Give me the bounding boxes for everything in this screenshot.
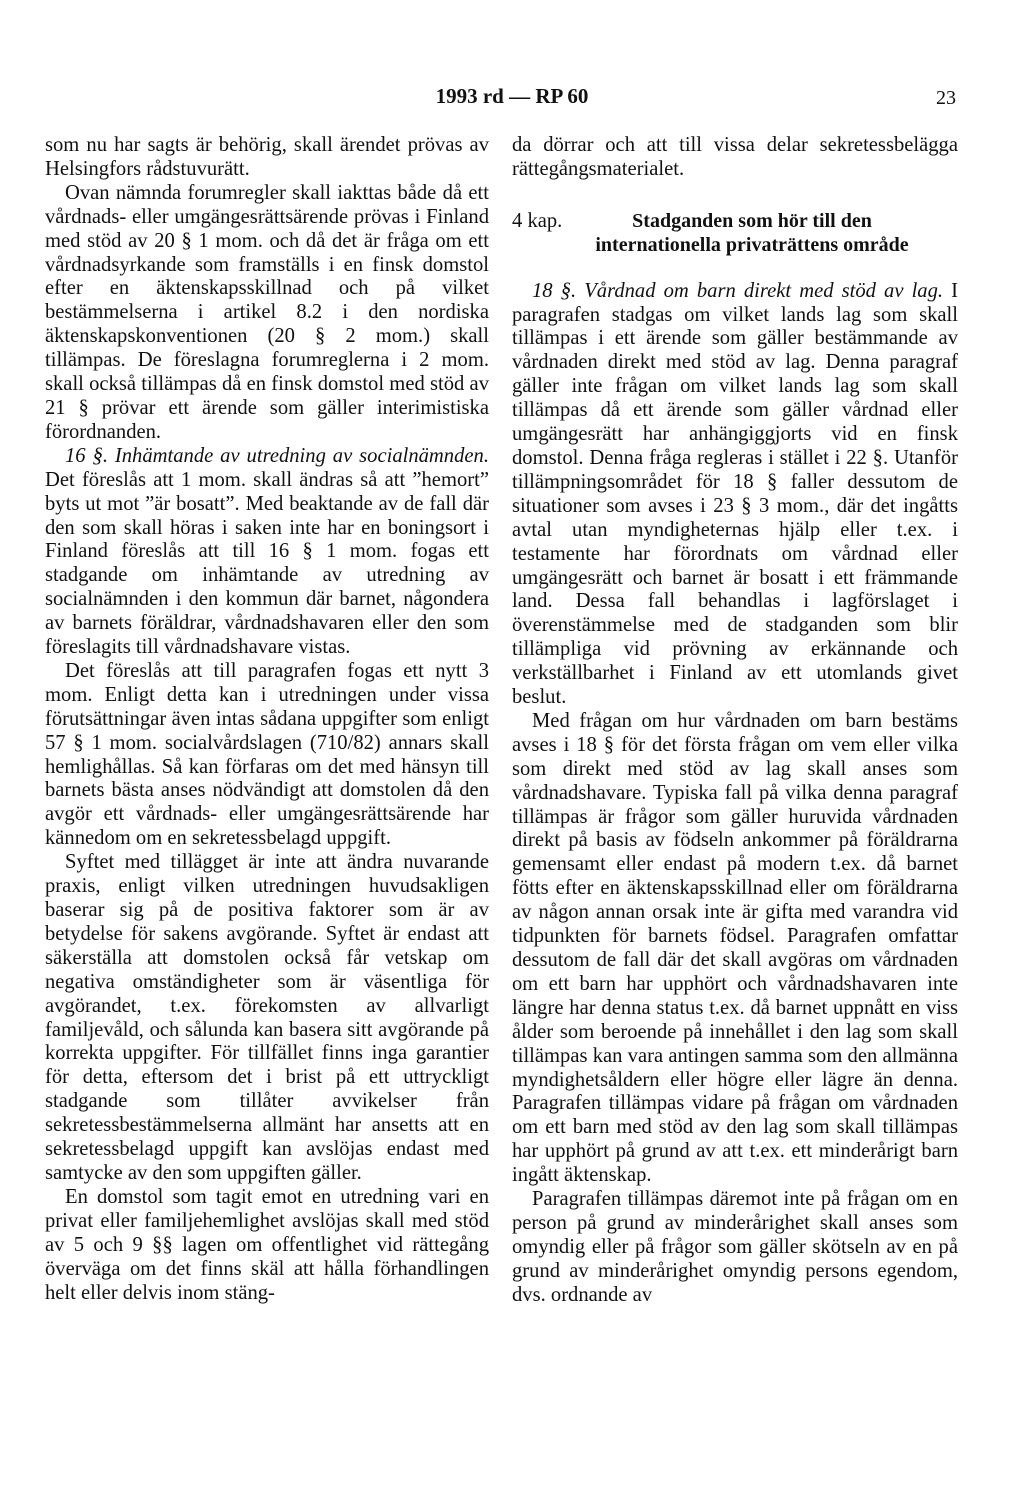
chapter-heading (512, 210, 958, 258)
paragraph: En domstol som tagit emot en utredning vari en privat eller familjehemlighet avslöjas skall med stöd av 5 och 9 §§ lagen om offentlighet vid rättegång överväga om det finns skäl att hålla förhandlingen helt eller delvis inom stäng- (45, 1185, 489, 1304)
section-18-text: I paragrafen stadgas om vilket lands lag som skall tillämpas i ett ärende som gäller bestämmande av vårdnaden direkt med stöd av lag. Denna paragraf gäller inte frågan om vilket lands lag som skall tillämpas då ett ärende som gäller vårdnad eller umgängesrätt har anhängiggjorts vid en finsk domstol. Denna fråga regleras i stället i 22 §. Utanför tillämpningsområdet för 18 § faller dessutom de situationer som avses i 23 § 3 mom., där det ingåtts avtal utan myndigheternas hjälp eller t.ex. i testamente har förordnats om vårdnad eller umgängesrätt och barnet är bosatt i ett främmande land. Dessa fall behandlas i lagförslaget i överenstämmelse med de stadganden som blir tillämpliga vid prövning av erkännande och verkställbarhet i Finland av ett utomlands givet beslut. (512, 279, 958, 709)
page-header (0, 84, 1024, 118)
section-18-paragraph (512, 280, 958, 710)
paragraph: Syftet med tillägget är inte att ändra nuvarande praxis, enligt vilken utredningen huvudsakligen baserar sig på de positiva faktorer som är av betydelse för sakens avgörande. Syftet är endast att säkerställa att domstolen också får vetskap om negativa omständigheter som är väsentliga för avgörandet, t.ex. förekomsten av allvarligt familjevåld, och sålunda kan basera sitt avgörande på korrekta uppgifter. För tillfället finns inga garantier för detta, eftersom det i brist på ett uttryckligt stadgande som tillåter avvikelser från sekretessbestämmelserna allmänt har ansetts att en sekretessbelagd uppgift kan avslöjas endast med samtycke av den som uppgiften gäller. (45, 851, 489, 1184)
paragraph: Med frågan om hur vårdnaden om barn bestäms avses i 18 § för det första frågan om vem eller vilka som direkt med stöd av lag skall anses som vårdnadshavare. Typiska fall på vilka denna paragraf tillämpas är frågor som gäller huruvida vårdnaden direkt på basis av födseln ankommer på föräldrarna gemensamt eller endast på modern t.ex. då barnet fötts efter en äktenskapsskillnad eller om föräldrarna av någon annan orsak inte är gifta med varandra vid tidpunkten för barnets födsel. Paragrafen omfattar dessutom de fall där det skall avgöras om vårdnaden om ett barn har upphört och vårdnadshavaren inte längre har denna status t.ex. då barnet uppnått en viss ålder som beroende på innehållet i den lag som skall tillämpas kan vara antingen samma som den allmänna myndighetsåldern eller högre eller lägre än denna. Paragrafen tillämpas vidare på frågan om vårdnaden om ett barn med stöd av den lag som skall tillämpas har upphört på grund av att t.ex. ett minderårigt barn ingått äktenskap. (512, 709, 958, 1187)
section-16-heading: 16 §. Inhämtande av utredning av socialnämnden. (65, 444, 489, 467)
paragraph: Det föreslås att till paragrafen fogas ett nytt 3 mom. Enligt detta kan i utredningen under vissa förutsättningar även intas sådana uppgifter som enligt 57 § 1 mom. socialvårdslagen (710/82) annars skall hemlighållas. Så kan förfaras om det med hänsyn till barnets bästa anses nödvändigt att domstolen då den avgör ett vårdnads- eller umgängesrättsärende har kännedom om en sekretessbelagd uppgift. (45, 659, 489, 850)
chapter-title: Stadganden som hör till den internationella privaträttens område (595, 209, 909, 256)
section-16-text: Det föreslås att 1 mom. skall ändras så att ”hemort” byts ut mot ”är bosatt”. Med beaktande av de fall där den som skall höras i saken inte har en boningsort i Finland föreslås att till 16 § 1 mom. fogas ett stadgande om inhämtande av utredning av socialnämnden i den kommun där barnet, någondera av barnets föräldrar, vårdnadshavaren eller den som föreslagits till vårdnadshavare vistas. (45, 468, 489, 659)
right-column (512, 134, 958, 1308)
spacer (512, 258, 958, 280)
page-number: 23 (936, 87, 956, 109)
chapter-number: 4 kap. (512, 209, 563, 232)
running-title: 1993 rd — RP 60 (435, 84, 589, 108)
paragraph: Ovan nämnda forumregler skall iakttas både då ett vårdnads- eller umgängesrättsärende prövas i Finland med stöd av 20 § 1 mom. och då det är fråga om ett vårdnadsyrkande som framställs i en finsk domstol efter en äktenskapsskillnad och på vilket bestämmelserna i artikel 8.2 i den nordiska äktenskapskonventionen (20 § 2 mom.) skall tillämpas. De föreslagna forumreglerna i 2 mom. skall också tillämpas då en finsk domstol med stöd av 21 § prövar ett ärende som gäller interimistiska förordnanden. (45, 181, 489, 443)
section-16-paragraph (45, 445, 489, 660)
paragraph: som nu har sagts är behörig, skall ärendet prövas av Helsingfors rådstuvurätt. (45, 134, 489, 180)
paragraph: Paragrafen tillämpas däremot inte på frågan om en person på grund av minderårighet skall anses som omyndig eller på frågor som gäller skötseln av en på grund av minderårighet omyndig persons egendom, dvs. ordnande av (512, 1188, 958, 1306)
section-18-heading: 18 §. Vårdnad om barn direkt med stöd av lag. (532, 279, 944, 302)
paragraph: da dörrar och att till vissa delar sekretessbelägga rättegångsmaterialet. (512, 134, 958, 180)
left-column (45, 134, 489, 1305)
